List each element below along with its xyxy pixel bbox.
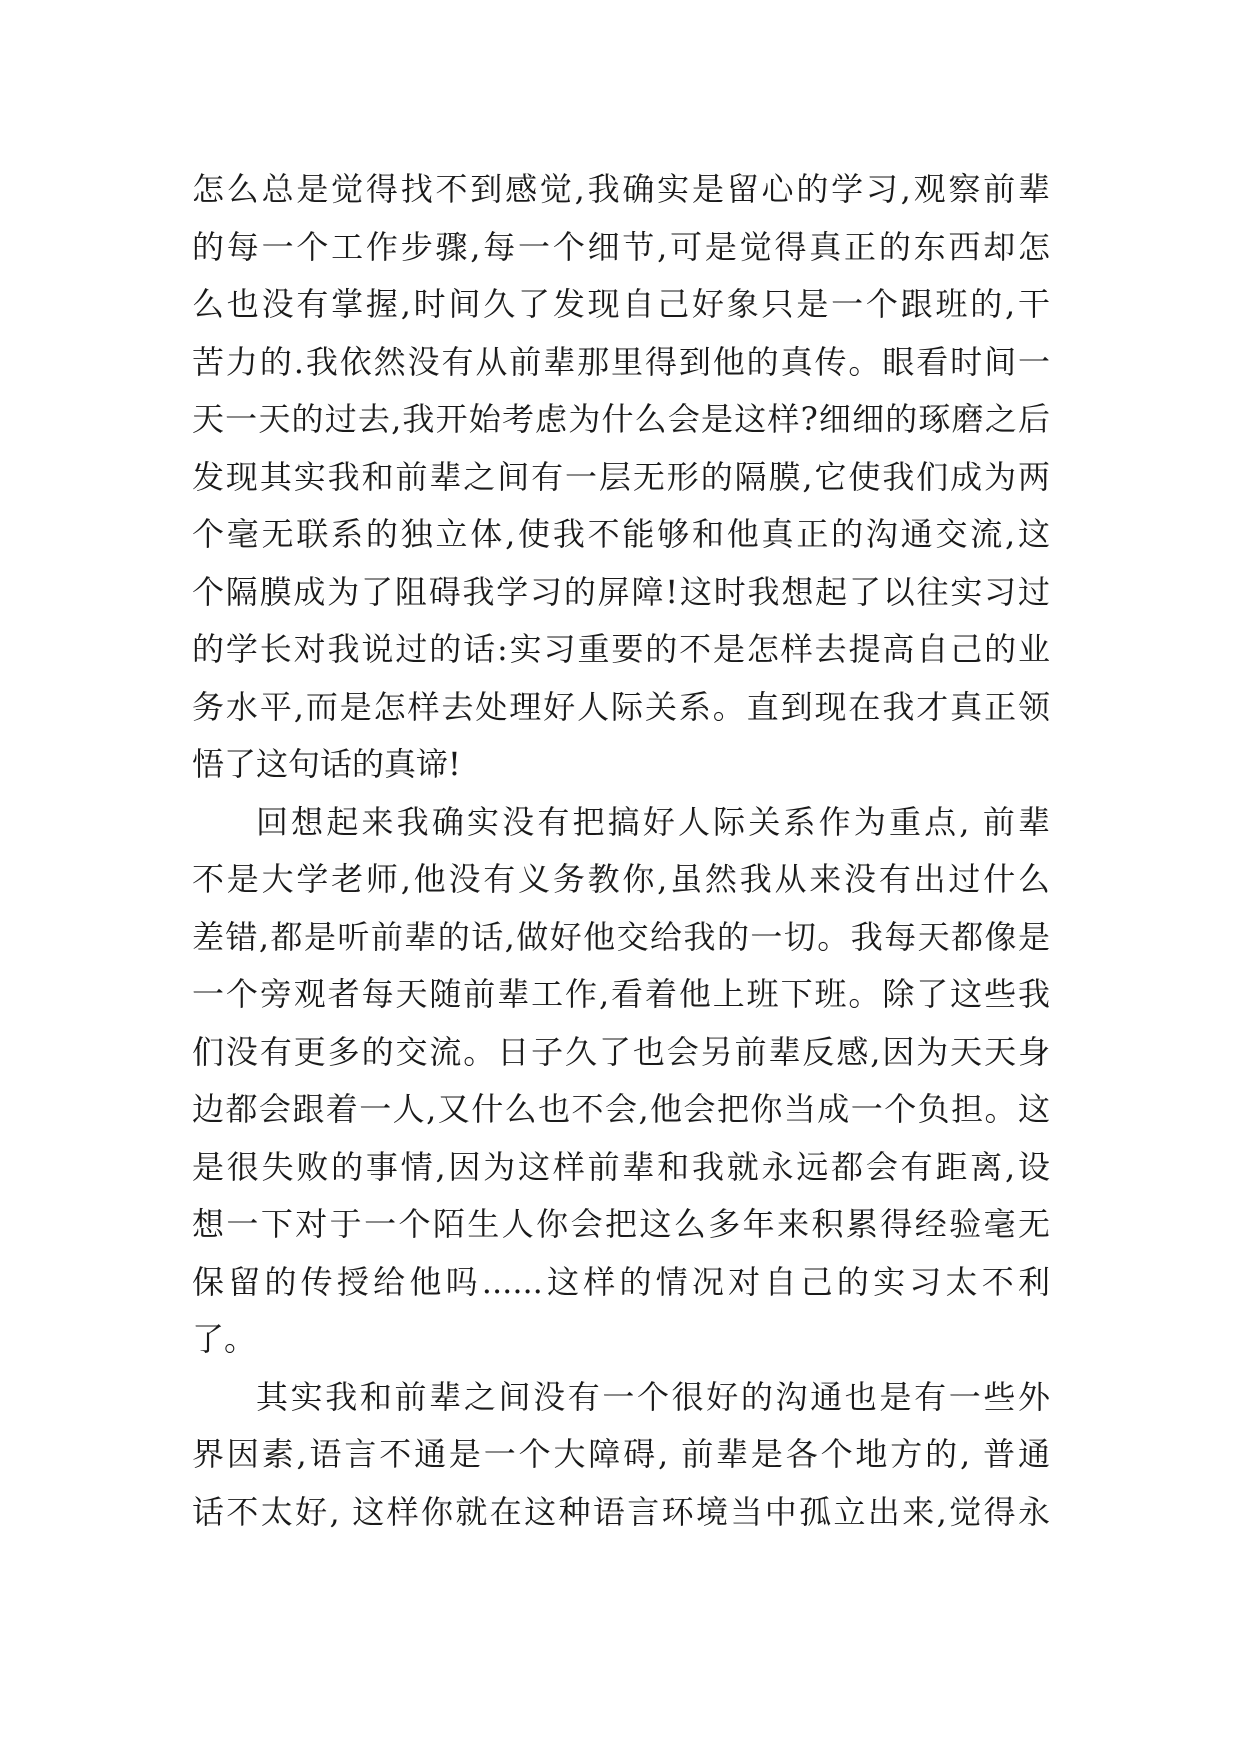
paragraph-2 xyxy=(192,794,1050,1369)
paragraph-3 xyxy=(192,1369,1050,1542)
text-line: 的学长对我说过的话:实习重要的不是怎样去提高自己的业 xyxy=(192,630,1050,668)
text-line: 一个旁观者每天随前辈工作,看着他上班下班。除了这些我 xyxy=(192,975,1050,1013)
text-line: 是很失败的事情,因为这样前辈和我就永远都会有距离,设 xyxy=(192,1147,1050,1186)
text-line: 不是大学老师,他没有义务教你,虽然我从来没有出过什么 xyxy=(192,860,1050,898)
text-line: 们没有更多的交流。日子久了也会另前辈反感,因为天天身 xyxy=(192,1032,1050,1071)
text-line: 了。 xyxy=(192,1320,257,1358)
paragraph-1 xyxy=(192,161,1050,794)
text-line: 差错,都是听前辈的话,做好他交给我的一切。我每天都像是 xyxy=(192,917,1050,956)
text-line: 其实我和前辈之间没有一个很好的沟通也是有一些外 xyxy=(256,1377,1050,1416)
text-line: 话不太好, 这样你就在这种语言环境当中孤立出来,觉得永 xyxy=(192,1492,1050,1531)
text-line: 保留的传授给他吗......这样的情况对自己的实习太不利 xyxy=(192,1262,1050,1301)
text-line: 天一天的过去,我开始考虑为什么会是这样?细细的琢磨之后 xyxy=(192,400,1050,438)
text-line: 悟了这句话的真谛! xyxy=(192,745,461,783)
text-line: 么也没有掌握,时间久了发现自己好象只是一个跟班的,干 xyxy=(192,285,1050,323)
text-line: 边都会跟着一人,又什么也不会,他会把你当成一个负担。这 xyxy=(192,1090,1050,1128)
text-line: 苦力的.我依然没有从前辈那里得到他的真传。眼看时间一 xyxy=(192,342,1050,381)
text-line: 回想起来我确实没有把搞好人际关系作为重点, 前辈 xyxy=(256,802,1050,841)
text-line: 务水平,而是怎样去处理好人际关系。直到现在我才真正领 xyxy=(192,687,1050,726)
text-line: 想一下对于一个陌生人你会把这么多年来积累得经验毫无 xyxy=(192,1205,1050,1243)
body-text xyxy=(192,161,1050,1541)
text-line: 发现其实我和前辈之间有一层无形的隔膜,它使我们成为两 xyxy=(192,457,1050,496)
text-line: 的每一个工作步骤,每一个细节,可是觉得真正的东西却怎 xyxy=(192,227,1050,266)
text-line: 个毫无联系的独立体,使我不能够和他真正的沟通交流,这 xyxy=(192,515,1050,553)
text-line: 怎么总是觉得找不到感觉,我确实是留心的学习,观察前辈 xyxy=(192,170,1050,208)
text-line: 个隔膜成为了阻碍我学习的屏障!这时我想起了以往实习过 xyxy=(192,572,1050,611)
text-line: 界因素,语言不通是一个大障碍, 前辈是各个地方的, 普通 xyxy=(192,1435,1050,1473)
